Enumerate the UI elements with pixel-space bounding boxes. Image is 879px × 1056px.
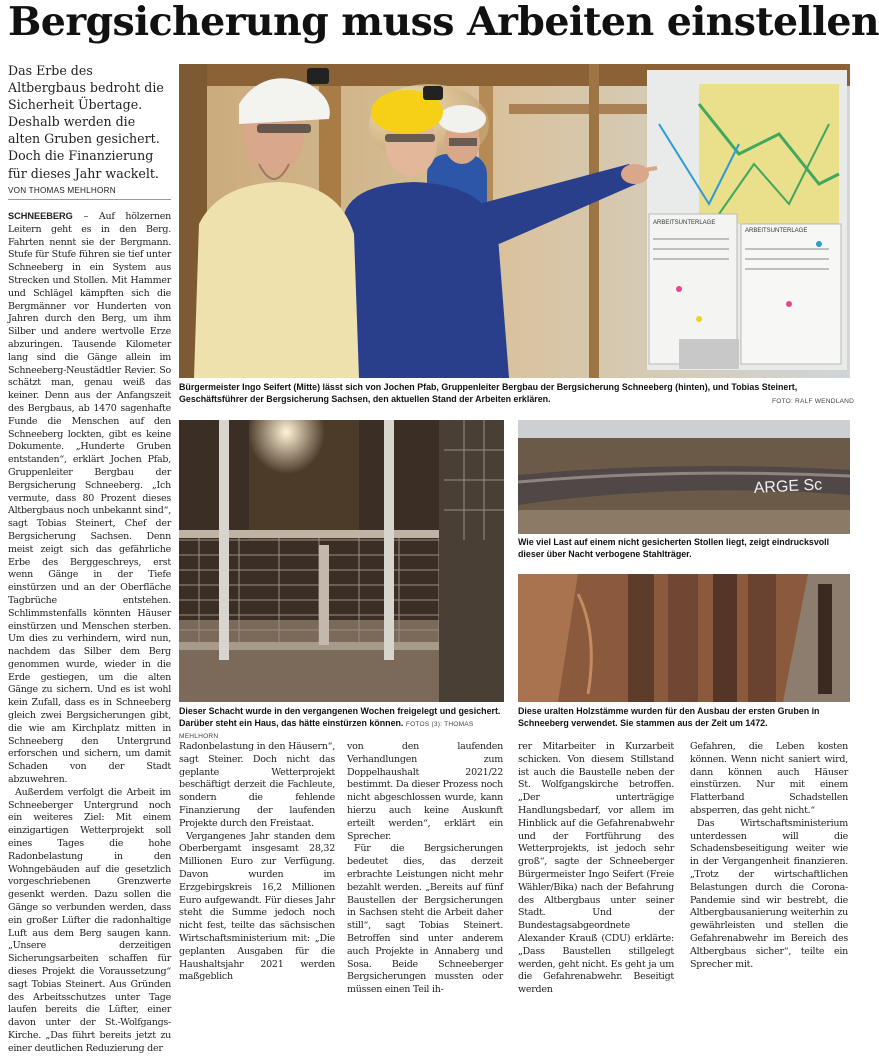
body-paragraph: Für die Bergsicherungen bedeutet dies, das derzeit erbrachte Leistungen nicht mehr bezahlt werden. „Bereits auf fünf Baustellen der Bergsicherungen in Sachsen steht die Arbeit daher still“, sagt Tobias Steinert. Betroffen sind unter anderem auch Projekte in Annaberg und Sosa. Beide Schneeberger Bergsicherungen mussten oder müssen einen Teil ih- [347,843,503,996]
byline: VON THOMAS MEHLHORN [8,186,171,200]
body-paragraph: – Auf hölzernen Leitern geht es in den Berg. Fahrten nennt sie der Bergmann. Stufe für Stufe führen sie tief unter Schneeberg in ein System aus Strecken und Stollen. Mit Hammer und Schlägel kämpften sich die Bergmänner vor Hunderten von Jahren durch den Berg, um ihm Silber und andere wertvolle Erze abzuringen. Tausende Kilometer lang sind die Gänge allein im Schneeberg-Neustädtler Revier. So schätzt man, genau weiß das keiner. Denn aus der Anfangszeit des Bergbaus, ab 1470 sagenhafte Funde die Menschen auf den Schneeberg lockten, gibt es keine Dokumente. „Hunderte Gruben entstanden“, erklärt Jochen Pfab, Gruppenleiter Bergbau der Bergsicherung Schneeberg. „Ich vermute, dass 80 Prozent dieses Altbergbaus noch unbekannt sind“, sagt Tobias Steinert, Chef der Bergsicherung Sachsen. Denn meist zeigt sich das gefährliche Erbe des Berggeschreys, erst wenn Gänge in der Tiefe einstürzen und an der Oberfläche Tagbrüche entstehen. Schlimmstenfalls könnten Häuser einstürzen und Menschen sterben. Um dies zu verhindern, wird nun, nachdem das Silber dem Berg genommen wurde, wieder in die Erde gestiegen, um die alten Gänge zu sichern. Und es ist wohl kein Zufall, dass es in Schneeberg gleich zwei Bergsicherungen gibt, die wie am Kirchplatz mitten in Schneeberg den Untergrund erforschen und sichern, um damit Schaden von der Stadt abzuwehren. [8,211,171,786]
headline: Bergsicherung muss Arbeiten einstellen [8,0,879,45]
girder-stamp: ARGE Sc [753,476,823,497]
shaft-photo-credit: FOTOS (3): THOMAS MEHLHORN [179,720,474,741]
main-photo-caption [179,382,850,405]
caption-text: Wie viel Last auf einem nicht gesicherten Stollen liegt, zeigt eindrucksvoll dieser über Nacht verbogene Stahlträger. [518,537,830,559]
timber-photo [518,574,850,702]
girder-photo-caption [518,537,850,560]
body-paragraph: rer Mitarbeiter in Kurzarbeit schicken. Von diesem Stillstand ist auch die Baustelle neben der St. Wolfgangskirche betroffen. „Der unterträgige Handlungsbedarf, vor allem im Hinblick auf die Gefahrenabwehr und der Fortführung des Wetterprojekts, ist jedoch sehr groß“, sagte der Schneeberger Bürgermeister Ingo Seifert (Freie Wähler/Bika) nach der Befahrung des Altbergbaus unter seiner Stadt. Und der Bundestagsabgeordnete Alexander Krauß (CDU) erklärte: „Dass Baustellen stillgelegt werden, geht nicht. Es geht ja um die Gefahrenabwehr. Beseitigt werden [518,741,674,996]
map-label-1: ARBEITSUNTERLAGE [653,220,716,226]
body-paragraph: Das Wirtschaftsministerium unterdessen will die Schadensbeseitigung weiter wie in der Vergangenheit finanzieren. „Trotz der wirtschaftlichen Belastungen durch die Corona-Pandemie sind wir bestrebt, die Altbergbausanierung weiterhin zu gewährleisten und stellen die Gefahrenabwehr im Bereich des Altbergbaus sicher“, teilte ein Sprecher mit. [690,817,848,970]
caption-text: Diese uralten Holzstämme wurden für den Ausbau der ersten Gruben in Schneeberg verwendet. Sie stammen aus der Zeit um 1472. [518,706,820,728]
body-column-2 [179,741,335,983]
body-paragraph: Gefahren, die Leben kosten können. Wenn nicht saniert wird, dann können auch Häuser einstürzen. Nur mit einem Flatterband Schadstellen absperren, das geht nicht.“ [690,741,848,816]
article-lead: Das Erbe des Altbergbaus bedroht die Sicherheit Übertage. Deshalb werden die alten Gruben gesichert. Doch die Finanzierung für dieses Jahr wackelt. [8,63,164,181]
main-photo [179,64,850,378]
body-paragraph: Radonbelastung in den Häusern“, sagt Steiner. Doch nicht das geplante Wetterprojekt beschäftigt derzeit die Fachleute, sondern die fehlende Finanzierung der laufenden Projekte durch den Freistaat. [179,741,335,829]
body-paragraph: Vergangenes Jahr standen dem Oberbergamt insgesamt 28,32 Millionen Euro zur Verfügung. Davon wurden im Erzgebirgskreis 16,2 Millionen Euro aufgewandt. Für dieses Jahr steht die Summe jedoch noch nicht fest, teilte das sächsischen Wirtschaftsministerium mit: „Die geplanten Ausgaben für die Haushaltsjahr 2021 werden maßgeblich [179,830,335,983]
main-photo-credit: FOTO: RALF WENDLAND [772,398,855,405]
body-paragraph: Außerdem verfolgt die Arbeit im Schneeberger Untergrund noch ein weiteres Ziel: Mit einem einzigartigen Wetterprojekt soll eines Tages die hohe Radonbelastung in den Wohngebäuden auf die gesetzlich vorgeschriebenen Grenzwerte gesenkt werden. Dazu sollen die Gänge so verbunden werden, dass ein großer Lüfter die radonhaltige Luft aus dem Berg saugen kann. „Unsere derzeitigen Sicherungsarbeiten schaffen für dieses Projekt die Voraussetzung“ sagt Tobias Steinert. Aus Gründen des Arbeitsschutzes unter Tage laufen bereits die Lüfter, einer davon unter der St.-Wolfgangs-Kirche. „Das führt bereits jetzt zu einer deutlichen Reduzierung der [8,786,171,1054]
body-column-3 [347,741,503,996]
caption-text: Bürgermeister Ingo Seifert (Mitte) lässt sich von Jochen Pfab, Gruppenleiter Bergbau der Bergsicherung Schneeberg (hinten), und Tobias Steinert, Geschäftsführer der Bergsicherung Sachsen, den aktuellen Stand der Arbeiten erklären. [179,382,798,404]
shaft-photo-caption [179,706,509,743]
body-column-1 [8,210,171,1054]
timber-photo-caption [518,706,850,729]
body-column-5 [690,741,848,970]
map-label-2: ARBEITSUNTERLAGE [745,228,808,234]
shaft-photo [179,420,504,702]
body-paragraph: von den laufenden Verhandlungen zum Doppelhaushalt 2021/22 bestimmt. Da dieser Prozess noch nicht abgeschlossen wurde, kann hierzu auch keine Auskunft erteilt werden“, erklärt ein Sprecher. [347,741,503,842]
dateline: SCHNEEBERG [8,211,73,221]
caption-text: Dieser Schacht wurde in den vergangenen Wochen freigelegt und gesichert. Darüber steht ein Haus, das hätte einstürzen können. [179,706,501,728]
body-column-4 [518,741,674,996]
girder-photo [518,420,850,534]
